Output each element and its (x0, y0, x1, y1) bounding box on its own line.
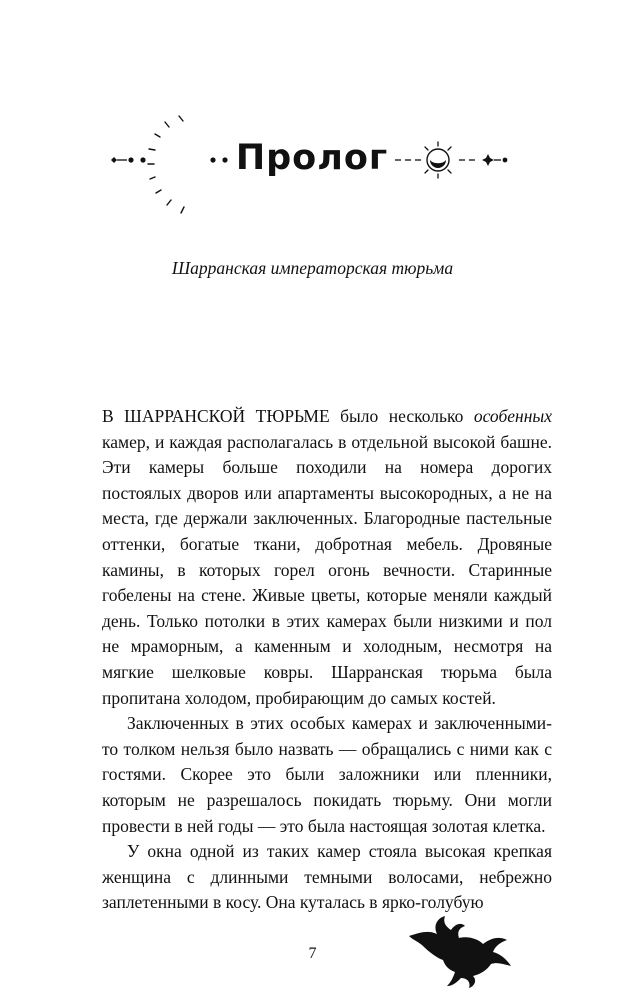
paragraph-1 (102, 404, 552, 711)
paragraph-1-lead: В ШАРРАНСКОЙ ТЮРЬМЕ было несколько (102, 406, 474, 426)
right-dots-ornament (395, 154, 507, 166)
sun-moon-icon (425, 142, 451, 178)
left-dots-ornament (111, 157, 228, 163)
chapter-subtitle: Шарранская императорская тюрьма (171, 258, 454, 278)
paragraph-3: У окна одной из таких камер стояла высокая крепкая женщина с длинными темными волосами, небрежно заплетенными в косу. Она куталась в ярко-голубую (102, 841, 552, 913)
body-text (102, 404, 552, 916)
chapter-title: Пролог (235, 138, 389, 178)
paragraph-1-rest: камер, и каждая располагалась в отдельной высокой башне. Эти камеры больше походили на номера дорогих постоялых дворов или апартаменты высокородных, а не на места, где держали заключенных. Благородные пастельные оттенки, богатые ткани, добротная мебель. Дровяные камины, в которых горел огонь вечности. Старинные гобелены на стене. Живые цветы, которые меняли каждый день. Только потолки в этих камерах были низкими и пол не мраморным, а каменным и холодным, несмотря на мягкие шелковые ковры. Шарранская тюрьма была пропитана холодом, пробирающим до самых костей. (102, 431, 552, 708)
dragon-icon (407, 908, 517, 990)
paragraph-1-emphasis: особенных (473, 406, 552, 426)
page-number: 7 (308, 945, 317, 962)
paragraph-2: Заключенных в этих особых камерах и заключенными-то толком нельзя было назвать — обращались с ними как с гостями. Скорее это были заложники или пленники, которым не разрешалось покидать тюрьму. Они могли провести в ней годы — это была настоящая золотая клетка. (102, 713, 552, 836)
crescent-moon-icon (148, 116, 201, 213)
